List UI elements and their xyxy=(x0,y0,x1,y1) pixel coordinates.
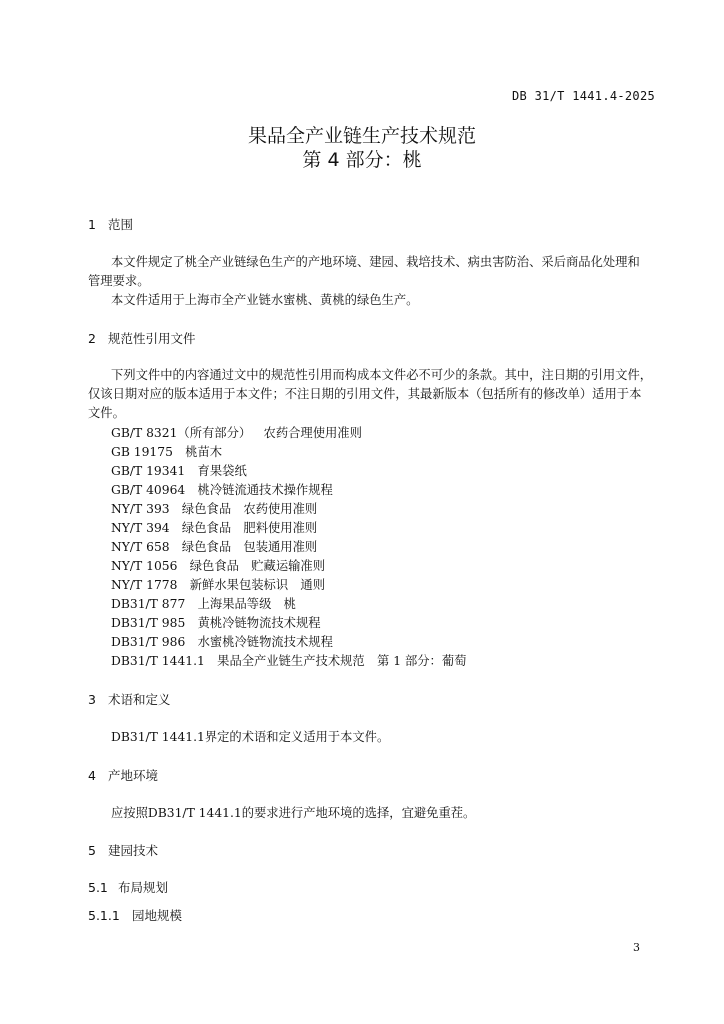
reference-name: 新鲜水果包装标识 通则 xyxy=(189,578,326,592)
reference-code: DB31/T 986 xyxy=(111,635,186,649)
reference-code: DB31/T 1441.1 xyxy=(111,654,205,668)
reference-name: 黄桃冷链物流技术规程 xyxy=(197,616,321,630)
reference-name: 绿色食品 贮藏运输准则 xyxy=(189,559,326,573)
paragraph-line: 管理要求。 xyxy=(88,274,150,288)
reference-name: 绿色食品 包装通用准则 xyxy=(181,540,318,554)
section-title: 布局规划 xyxy=(118,880,169,895)
reference-code: GB/T 19341 xyxy=(111,464,186,478)
section-title: 范围 xyxy=(108,217,134,232)
reference-item xyxy=(111,518,317,536)
subsection-heading-5-1 xyxy=(88,878,168,896)
reference-name: 上海果品等级 桃 xyxy=(197,597,296,611)
section-number: 2 xyxy=(88,331,96,346)
reference-item xyxy=(111,537,317,555)
section-number: 1 xyxy=(88,217,96,232)
reference-code: NY/T 658 xyxy=(111,540,170,554)
reference-code: GB/T 8321（所有部分） xyxy=(111,426,252,440)
reference-code: GB/T 40964 xyxy=(111,483,186,497)
reference-name: 农药合理使用准则 xyxy=(263,426,362,440)
reference-item xyxy=(111,651,466,669)
paragraph-line: 仅该日期对应的版本适用于本文件；不注日期的引用文件，其最新版本（包括所有的修改单）适用于本 xyxy=(88,387,642,401)
reference-code: NY/T 394 xyxy=(111,521,170,535)
section-title: 规范性引用文件 xyxy=(108,331,196,346)
reference-name: 果品全产业链生产技术规范 第 1 部分：葡萄 xyxy=(217,654,467,668)
section-number: 5.1 xyxy=(88,880,108,895)
reference-item xyxy=(111,423,362,441)
section-heading-2 xyxy=(88,329,196,347)
reference-name: 绿色食品 肥料使用准则 xyxy=(181,521,318,535)
section-heading-3 xyxy=(88,690,171,708)
reference-item xyxy=(111,442,222,460)
reference-name: 育果袋纸 xyxy=(197,464,247,478)
section-number: 4 xyxy=(88,768,96,783)
section-heading-4 xyxy=(88,766,158,784)
paragraph-line: 应按照DB31/T 1441.1的要求进行产地环境的选择，宜避免重茬。 xyxy=(111,806,476,820)
reference-code: NY/T 1778 xyxy=(111,578,178,592)
document-title: 果品全产业链生产技术规范 xyxy=(247,125,476,147)
section-number: 3 xyxy=(88,692,96,707)
reference-item xyxy=(111,594,296,612)
reference-item xyxy=(111,575,325,593)
reference-name: 绿色食品 农药使用准则 xyxy=(181,502,318,516)
reference-item xyxy=(111,499,317,517)
section-title: 术语和定义 xyxy=(108,692,171,707)
reference-code: GB 19175 xyxy=(111,445,173,459)
reference-item xyxy=(111,480,333,498)
reference-code: DB31/T 877 xyxy=(111,597,186,611)
reference-code: NY/T 393 xyxy=(111,502,170,516)
reference-item xyxy=(111,461,247,479)
paragraph-line: 本文件适用于上海市全产业链水蜜桃、黄桃的绿色生产。 xyxy=(111,293,419,307)
document-subtitle: 第 4 部分：桃 xyxy=(302,149,422,171)
paragraph-line: 本文件规定了桃全产业链绿色生产的产地环境、建园、栽培技术、病虫害防治、采后商品化处理和 xyxy=(111,255,640,269)
reference-item xyxy=(111,556,325,574)
document-number: DB 31/T 1441.4-2025 xyxy=(512,89,655,103)
section-title: 园地规模 xyxy=(132,908,183,923)
reference-code: NY/T 1056 xyxy=(111,559,178,573)
section-title: 建园技术 xyxy=(108,843,159,858)
reference-name: 桃苗木 xyxy=(185,445,223,459)
reference-item xyxy=(111,613,321,631)
section-number: 5 xyxy=(88,843,96,858)
paragraph-line: 下列文件中的内容通过文中的规范性引用而构成本文件必不可少的条款。其中，注日期的引用文件， xyxy=(111,368,653,382)
reference-name: 水蜜桃冷链物流技术规程 xyxy=(197,635,333,649)
section-number: 5.1.1 xyxy=(88,908,120,923)
reference-code: DB31/T 985 xyxy=(111,616,186,630)
reference-name: 桃冷链流通技术操作规程 xyxy=(197,483,333,497)
paragraph-line: 文件。 xyxy=(88,406,125,420)
paragraph-line: DB31/T 1441.1界定的术语和定义适用于本文件。 xyxy=(111,730,390,744)
section-title: 产地环境 xyxy=(108,768,159,783)
section-heading-5 xyxy=(88,841,158,859)
section-heading-1 xyxy=(88,215,133,233)
reference-item xyxy=(111,632,333,650)
subsection-heading-5-1-1 xyxy=(88,906,182,924)
page-number: 3 xyxy=(633,941,640,954)
